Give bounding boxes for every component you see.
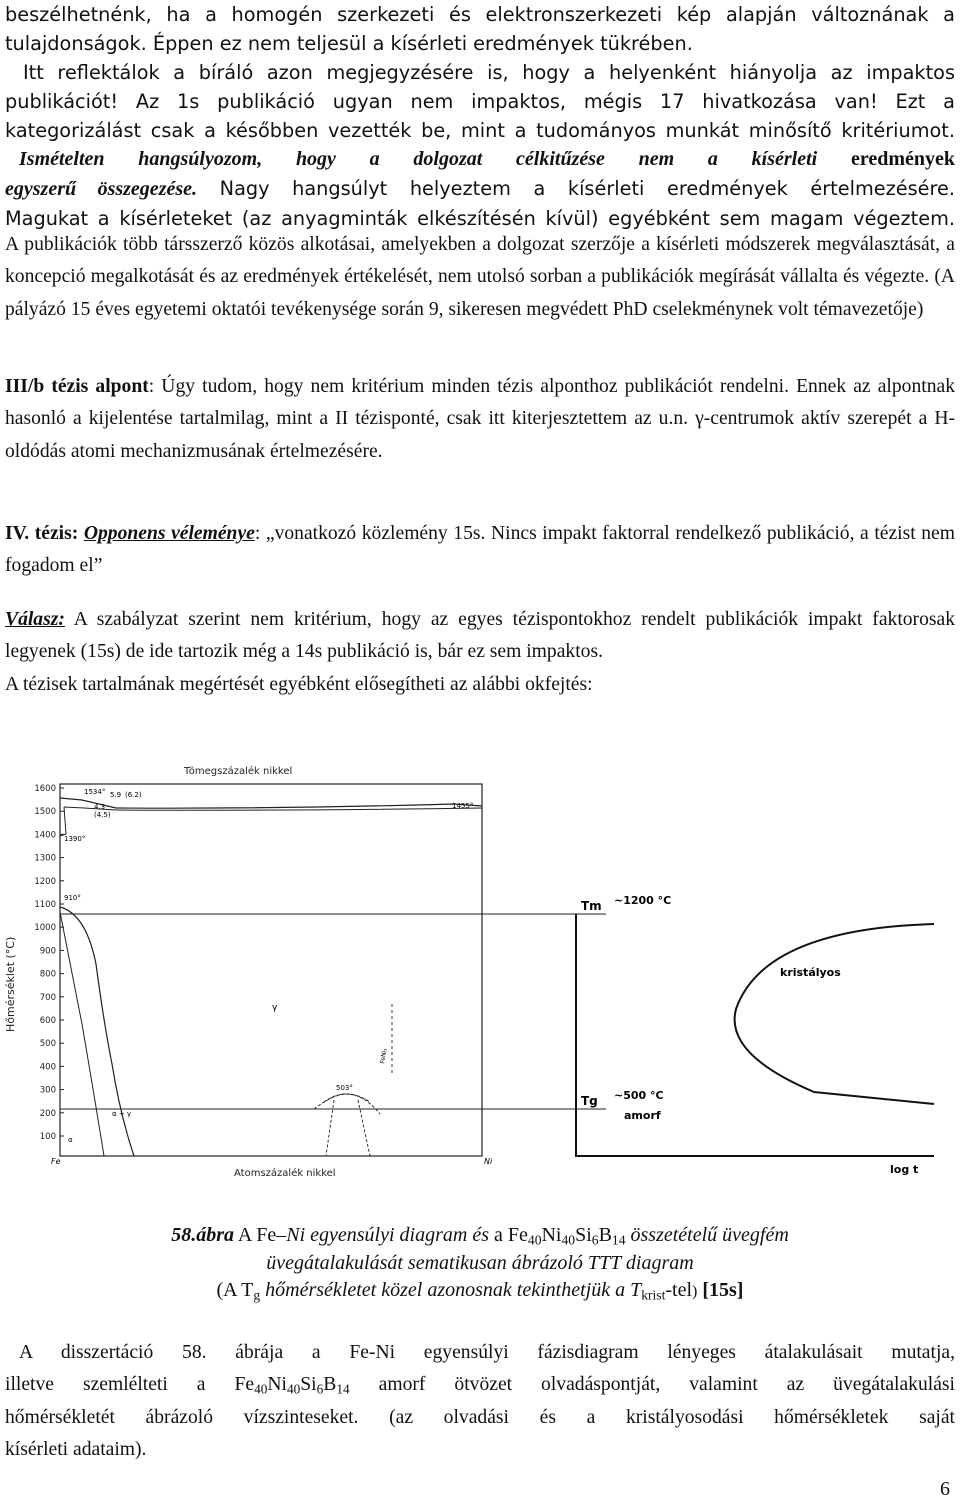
tg-label: Tg xyxy=(581,1094,598,1108)
y-tick-label: 1500 xyxy=(34,807,56,818)
subscript: 14 xyxy=(336,1381,350,1397)
y-tick-label: 1200 xyxy=(34,876,56,887)
text-line: beszélhetnénk, ha a homogén szerkezeti és elektronszerkezeti kép alapján változnának a xyxy=(5,3,955,26)
subscript: 40 xyxy=(286,1381,301,1397)
text-line xyxy=(5,1369,955,1401)
phase-diagram-figure xyxy=(4,764,944,1184)
emphasis-text: egyszerű összegezése. xyxy=(5,178,198,200)
y-tick-label: 100 xyxy=(39,1132,56,1142)
subscript: 6 xyxy=(316,1381,324,1397)
y-tick-label: 600 xyxy=(39,1016,56,1026)
text-span: Si xyxy=(300,1374,317,1396)
subscript: 40 xyxy=(561,1232,576,1248)
paragraph-thesis-3b xyxy=(5,371,955,468)
text-line: Magukat a kísérleteket (az anyagminták elkészítésén kívül) egyébként sem magam végeztem. xyxy=(5,207,955,230)
thesis-label: III/b tézis alpont xyxy=(5,376,149,397)
paragraph-reflection xyxy=(5,0,955,233)
label-6-2: (6.2) xyxy=(125,791,142,799)
y-tick-label: 900 xyxy=(39,946,56,957)
paragraph-body: A szabályzat szerint nem kritérium, hogy az egyes tézispontokhoz rendelt publikációk impakt faktorosak legyenek (15s) de ide tartozik még a 14s publikáció is, bár ez sem impaktos. xyxy=(5,609,955,663)
paragraph-body: : „vonatkozó közlemény 15s. Nincs impakt faktorral rendelkező publikáció, a tézist nem fogadom el” xyxy=(5,523,955,577)
paragraph-explanation xyxy=(5,1337,955,1466)
solidus-line xyxy=(64,807,116,810)
subscript: 40 xyxy=(254,1381,268,1397)
text-span: Ni xyxy=(267,1374,287,1396)
subscript: krist xyxy=(641,1287,666,1303)
figure-number: 58.ábra xyxy=(171,1224,234,1246)
caption-text: ) xyxy=(692,1283,698,1300)
text-line: kísérleti adataim). xyxy=(5,1438,147,1460)
y-tick-label: 400 xyxy=(39,1062,56,1073)
caption-text: (A T xyxy=(216,1279,254,1301)
ordering-curve xyxy=(314,1094,380,1114)
y-tick-label: 500 xyxy=(39,1039,56,1050)
tg-value: ~500 °C xyxy=(614,1089,664,1102)
subscript: 40 xyxy=(527,1232,542,1248)
amorphous-label: amorf xyxy=(624,1109,661,1122)
emphasis-text: eredmények xyxy=(850,148,955,170)
answer-label: Válasz: xyxy=(5,609,65,630)
caption-text: összetételű üvegfém xyxy=(625,1224,789,1246)
crystalline-label: kristályos xyxy=(780,966,841,979)
caption-line xyxy=(0,1277,960,1306)
paragraph-text xyxy=(5,604,955,669)
paragraph-thesis-4 xyxy=(5,518,955,583)
label-5-9: 5.9 xyxy=(110,791,122,799)
text-span: B xyxy=(323,1374,337,1396)
caption-text: B xyxy=(598,1224,612,1246)
subscript: 14 xyxy=(611,1232,626,1248)
y-tick-label: 1600 xyxy=(34,784,56,794)
liquidus-line xyxy=(60,798,116,808)
label-910: 910° xyxy=(64,894,81,902)
label-1534: 1534° xyxy=(84,788,106,796)
paragraph-answer xyxy=(5,604,955,701)
text-span: Nagy hangsúlyt helyeztem a kísérleti eredmények értelmezésére. xyxy=(219,177,955,200)
paragraph-text: A publikációk több társszerző közös alkotásai, amelyekben a dolgozat szerzője a kísérleti módszerek megválasztását, a koncepció megalkotását és az eredmények értékelését, nem utolsó sorban a publikációk megírását vállalta és végezte. (A pályázó 15 éves egyetemi oktatói tevékenysége során 9, sikeresen megvédett PhD cselekménynek volt témavezetője) xyxy=(5,234,955,320)
text-line: hőmérsékletét ábrázoló vízszinteseket. (az olvadási és a kristályosodási hőmérsékletek saját xyxy=(5,1406,955,1428)
y-tick-label: 700 xyxy=(39,992,56,1003)
text-line: kategorizálást csak a későbben vezették be, mint a tudományos munkát minősítő kritériumot. xyxy=(5,119,955,142)
phase-diagram-frame xyxy=(60,784,482,1156)
thesis-label: IV. tézis: xyxy=(5,523,79,544)
subscript: 6 xyxy=(591,1232,599,1248)
tm-label: Tm xyxy=(581,899,602,913)
label-4-5: (4.5) xyxy=(94,811,111,819)
caption-text: –Ni egyensúlyi diagram és xyxy=(276,1224,489,1246)
caption-text: -tel xyxy=(665,1279,693,1301)
opponent-label: Opponens véleménye xyxy=(83,523,255,544)
text-span: illetve szemlélteti a Fe xyxy=(5,1374,255,1396)
caption-text: a Fe xyxy=(489,1224,528,1246)
gamma-label: γ xyxy=(272,1003,278,1013)
page-number: 6 xyxy=(940,1478,950,1500)
tm-value: ~1200 °C xyxy=(614,894,672,907)
caption-text: Si xyxy=(575,1224,592,1246)
y-axis-title: Hőmérséklet (°C) xyxy=(4,936,17,1032)
ni-label: Ni xyxy=(484,1157,493,1166)
label-4-3: 4.3 xyxy=(94,803,106,811)
alpha-boundary-line xyxy=(60,912,104,1156)
label-1455: 1455° xyxy=(452,802,474,810)
caption-text: A Fe xyxy=(234,1224,277,1246)
text-line: tulajdonságok. Éppen ez nem teljesül a kísérleti eredmények tükrében. xyxy=(5,32,693,55)
y-tick-label: 800 xyxy=(39,969,56,980)
y-tick-label: 1300 xyxy=(34,853,56,864)
caption-reference: [15s] xyxy=(697,1279,744,1301)
caption-text: üvegátalakulását sematikusan ábrázoló TTT diagram xyxy=(266,1251,694,1274)
bottom-axis-title: Atomszázalék nikkel xyxy=(234,1168,336,1179)
paragraph-text xyxy=(5,518,955,583)
y-tick-label: 1400 xyxy=(34,830,56,841)
paragraph-body: : Úgy tudom, hogy nem kritérium minden tézis alponthoz publikációt rendelni. Ennek az alpontnak hasonló a kijelentése tartalmilag, mint a II tézisponté, csak itt kiterjesztettem az u.n. γ-centrumok aktív szerepét a H-oldódás atomi mechanizmusának értelmezésére. xyxy=(5,376,955,462)
text-line: A tézisek tartalmának megértését egyébként elősegítheti az alábbi okfejtés: xyxy=(5,673,593,695)
ttt-nose-curve xyxy=(735,924,934,1104)
text-line: Itt reflektálok a bíráló azon megjegyzésére is, hogy a helyenként hiányolja az impaktos xyxy=(23,61,955,84)
paragraph-publications xyxy=(5,229,955,326)
liquidus-line xyxy=(116,804,482,808)
figure-caption xyxy=(0,1222,960,1306)
y-tick-label: 300 xyxy=(39,1085,56,1096)
caption-text: T xyxy=(630,1279,642,1301)
y-tick-label: 200 xyxy=(39,1108,56,1119)
feni3-label: FeNi₃ xyxy=(379,1047,389,1065)
fe-label: Fe xyxy=(51,1157,61,1166)
log-t-label: log t xyxy=(890,1163,919,1176)
top-axis-title: Tömegszázalék nikkel xyxy=(184,766,293,777)
alpha-gamma-label: α + γ xyxy=(112,1110,132,1118)
emphasis-text: Ismételten hangsúlyozom, hogy a dolgozat célkitűzése nem a kísérleti xyxy=(19,148,818,170)
emphasis-line xyxy=(5,145,955,174)
caption-line xyxy=(0,1250,960,1278)
y-tick-label: 1000 xyxy=(34,923,56,934)
paragraph-text xyxy=(5,371,955,468)
text-line xyxy=(5,174,955,204)
y-tick-label: 1100 xyxy=(34,900,56,910)
gamma-boundary-line xyxy=(60,907,134,1156)
text-line: publikációt! Az 1s publikáció ugyan nem impaktos, mégis 17 hivatkozása van! Ezt a xyxy=(5,90,955,113)
alpha-label: α xyxy=(68,1136,73,1144)
text-line: A disszertáció 58. ábrája a Fe-Ni egyensúlyi fázisdiagram lényeges átalakulásait mutatja, xyxy=(19,1342,955,1363)
text-span: amorf ötvözet olvadáspontját, valamint az üvegátalakulási xyxy=(349,1374,955,1396)
caption-line xyxy=(0,1222,960,1250)
label-1390: 1390° xyxy=(64,835,86,843)
caption-text: hőmérsékletet közel azonosnak tekinthetjük a xyxy=(260,1279,631,1301)
label-503: 503° xyxy=(336,1084,353,1092)
ordering-curve xyxy=(326,1100,370,1156)
caption-text: Ni xyxy=(541,1224,562,1246)
subscript: g xyxy=(253,1287,261,1303)
